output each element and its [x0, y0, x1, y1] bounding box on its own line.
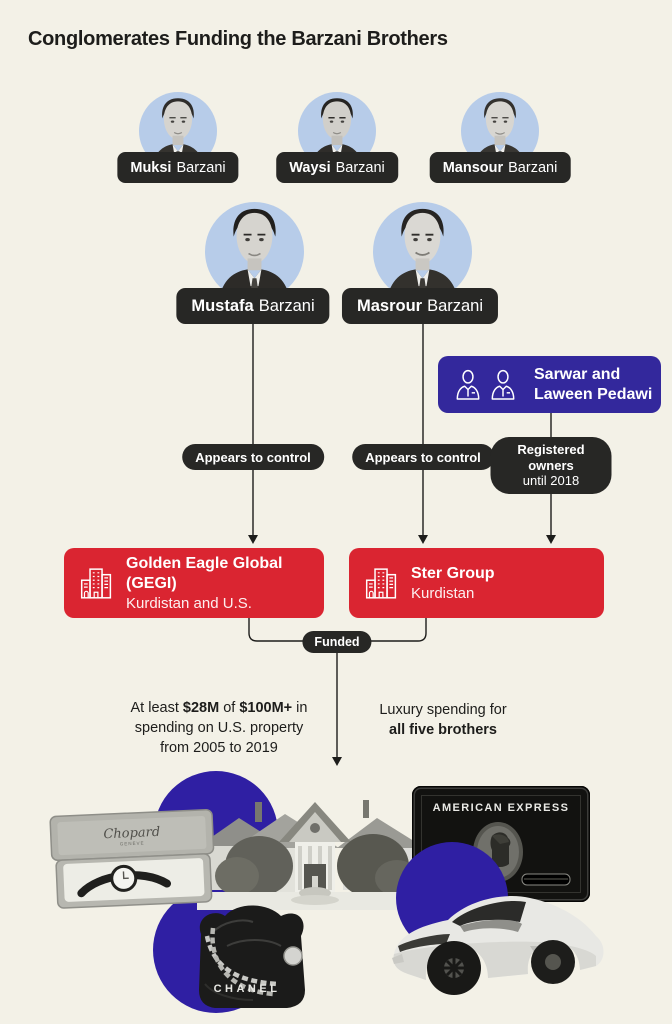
edge-label-text: Appears to control: [195, 449, 311, 465]
edge-label-text: Appears to control: [365, 449, 481, 465]
first-name: Mustafa: [191, 296, 254, 315]
annotation-property-spending: [119, 698, 319, 758]
registered-owners-box: [438, 356, 661, 413]
portrait-mustafa: [205, 202, 304, 301]
owners-line1: Sarwar and: [534, 365, 621, 383]
last-name: Barzani: [508, 159, 558, 176]
name-label-waysi: [276, 152, 398, 183]
name-label-mansour: [430, 152, 571, 183]
arrowhead: [418, 535, 428, 544]
arrowhead: [332, 757, 342, 766]
edge-label-line1: Registered owners: [517, 442, 585, 473]
buildings-icon: [78, 564, 115, 602]
white-sports-car: [390, 862, 610, 1007]
page-title: Conglomerates Funding the Barzani Brothers: [28, 28, 448, 50]
arrowhead: [248, 535, 258, 544]
company-location: Kurdistan: [411, 584, 475, 602]
annotation-luxury-spending: [353, 700, 533, 740]
owners-names: [534, 365, 652, 405]
annotation-bold: all five brothers: [389, 722, 497, 738]
watch-brand-text: Chopard: [103, 824, 161, 843]
sports-car-illustration: [390, 862, 610, 1007]
first-name: Muksi: [130, 159, 172, 176]
portrait-masrour: [373, 202, 472, 301]
two-businessmen-icon: [454, 369, 517, 401]
annotation-text: At least: [130, 700, 183, 716]
chanel-brand-text: CHANEL: [213, 983, 281, 995]
edge-label-appears-to-control-right: [352, 444, 494, 470]
funded-text: Funded: [314, 635, 360, 649]
edge-label-appears-to-control-left: [182, 444, 324, 470]
watch-sub-text: GENÈVE: [119, 840, 145, 847]
last-name: Barzani: [335, 159, 385, 176]
first-name: Masrour: [356, 296, 423, 315]
chanel-bag-illustration: [183, 894, 319, 1016]
chanel-bag: [183, 894, 319, 1016]
amex-brand-text: AMERICAN EXPRESS: [432, 802, 570, 814]
owners-line2: Laween Pedawi: [534, 385, 653, 403]
arrowhead: [546, 535, 556, 544]
annotation-text: from 2005 to 2019: [160, 740, 278, 756]
company-box-ster: [349, 548, 604, 618]
annotation-text: spending on U.S. property: [134, 720, 304, 736]
name-label-muksi: [117, 152, 238, 183]
name-label-masrour: [342, 288, 498, 324]
company-name: Ster Group: [411, 564, 495, 582]
edge-label-funded: [302, 631, 371, 653]
annotation-bold: $28M: [182, 700, 220, 716]
avatar-man-grayscale: [205, 202, 304, 301]
company-text: [126, 554, 324, 613]
first-name: Waysi: [289, 159, 331, 176]
avatar-man-grayscale: [373, 202, 472, 301]
annotation-bold: $100M+: [239, 700, 293, 716]
first-name: Mansour: [442, 159, 504, 176]
businessman-icon: [454, 369, 482, 401]
annotation-text: Luxury spending for: [379, 702, 507, 718]
company-text: [411, 564, 495, 603]
buildings-icon: [363, 564, 400, 602]
company-location: Kurdistan and U.S.: [126, 594, 252, 612]
last-name: Barzani: [427, 296, 484, 315]
annotation-text: of: [219, 700, 240, 716]
name-label-mustafa: [176, 288, 329, 324]
last-name: Barzani: [176, 159, 226, 176]
businessman-icon: [489, 369, 517, 401]
edge-label-registered-owners: [491, 437, 612, 494]
last-name: Barzani: [258, 296, 315, 315]
company-box-gegi: [64, 548, 324, 618]
edge-label-line2: until 2018: [522, 473, 580, 488]
annotation-text: in: [292, 700, 308, 716]
company-name: Golden Eagle Global (GEGI): [126, 554, 283, 592]
